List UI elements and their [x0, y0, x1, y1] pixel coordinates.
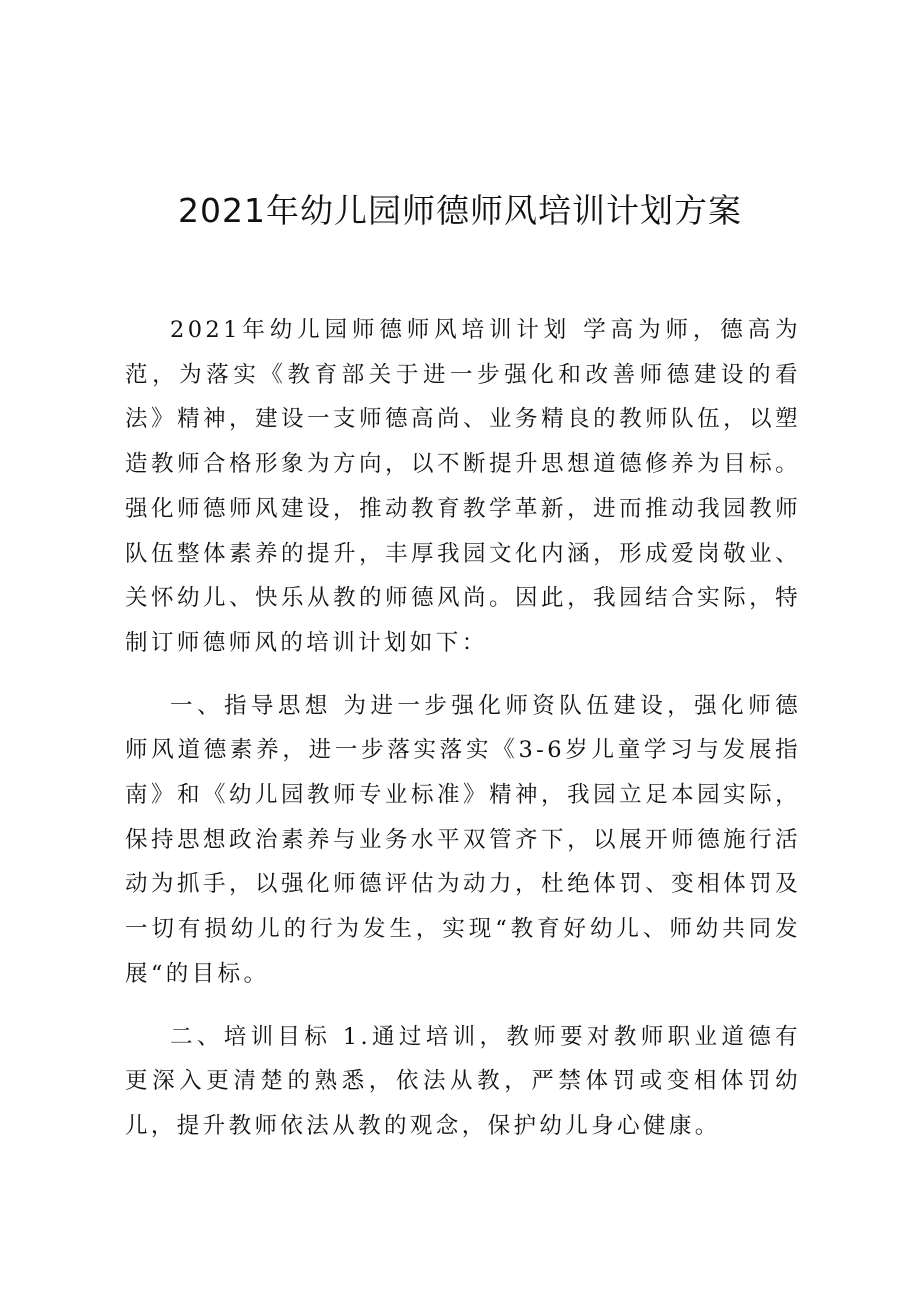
paragraph-training-goals: 二、培训目标 1.通过培训，教师要对教师职业道德有更深入更清楚的熟悉，依法从教，严禁体罚或变相体罚幼儿，提升教师依法从教的观念，保护幼儿身心健康。 — [125, 1023, 801, 1139]
document-body — [125, 308, 801, 1167]
document-title: 2021年幼儿园师德师风培训计划方案 — [178, 191, 742, 230]
paragraph-intro: 2021年幼儿园师德师风培训计划 学高为师，德高为范，为落实《教育部关于进一步强化和改善师德建设的看法》精神，建设一支师德高尚、业务精良的教师队伍，以塑造教师合格形象为方向，以不断提升思想道德修养为目标。强化师德师风建设，推动教育教学革新，进而推动我园教师队伍整体素养的提升，丰厚我园文化内涵，形成爱岗敬业、关怀幼儿、快乐从教的师德风尚。因此，我园结合实际，特制订师德师风的培训计划如下： — [125, 317, 801, 656]
paragraph-guiding-ideology: 一、指导思想 为进一步强化师资队伍建设，强化师德师风道德素养，进一步落实落实《3-6岁儿童学习与发展指南》和《幼儿园教师专业标准》精神，我园立足本园实际，保持思想政治素养与业务水平双管齐下，以展开师德施行活动为抓手，以强化师德评估为动力，杜绝体罚、变相体罚及一切有损幼儿的行为发生，实现“教育好幼儿、师幼共同发展“的目标。 — [125, 692, 801, 987]
